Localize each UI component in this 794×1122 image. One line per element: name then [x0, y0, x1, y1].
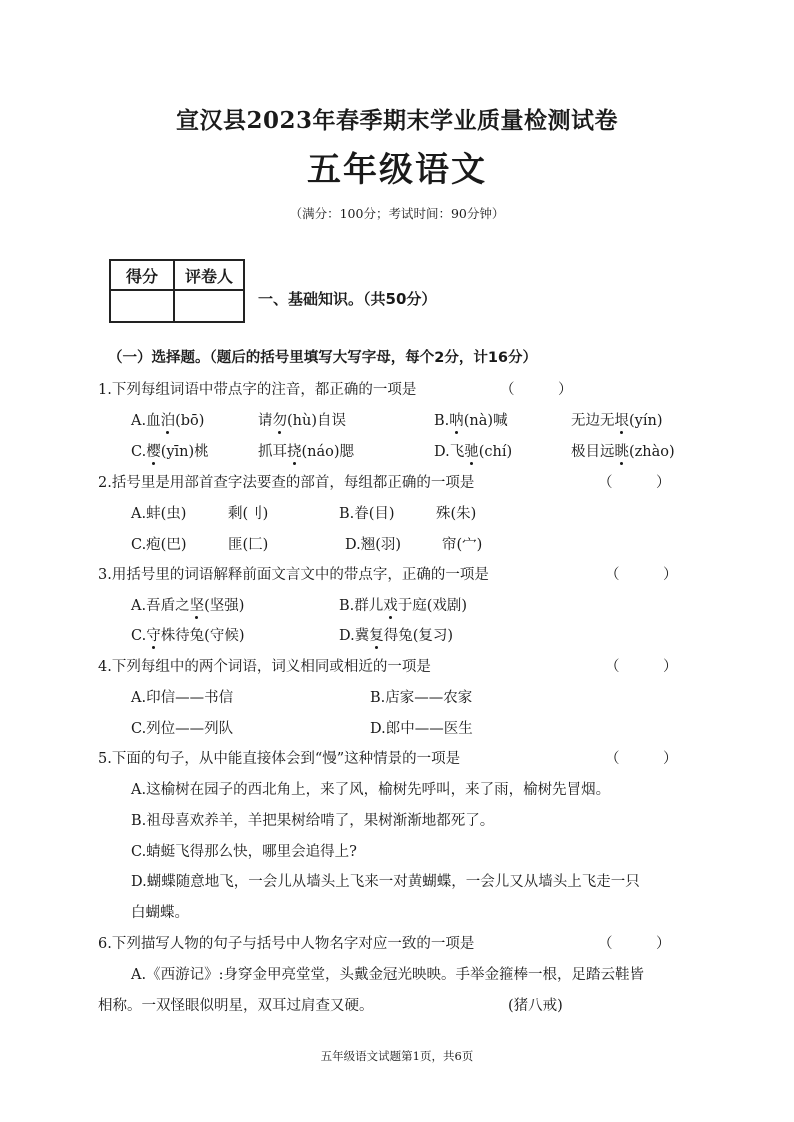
q6-stem: 6.下列描写人物的句子与括号中人物名字对应一致的一项是 — [98, 936, 475, 952]
q2-option-b2: 殊(朱) — [436, 506, 477, 522]
q1-answer-paren[interactable]: （ ） — [500, 382, 573, 398]
q4-option-d: D.郎中——医生 — [370, 721, 473, 737]
q2-option-c2: 匪(匚) — [228, 537, 269, 553]
q5-option-d-line1: D.蝴蝶随意地飞，一会儿从墙头上飞来一对黄蝴蝶，一会儿又从墙头上飞走一只 — [131, 874, 640, 890]
part-title: （一）选择题。（题后的括号里填写大写字母，每个2分，计16分） — [108, 350, 538, 366]
q1-option-d2: 极目远眺(zhào) — [571, 440, 675, 461]
q3-option-d: D.冀复得兔(复习) — [339, 624, 453, 645]
score-cell[interactable] — [110, 290, 174, 322]
q4-option-b: B.店家——农家 — [370, 690, 473, 706]
score-header: 得分 — [110, 260, 174, 290]
q5-option-d-line2: 白蝴蝶。 — [131, 905, 189, 921]
q4-option-a: A.印信——书信 — [131, 690, 234, 706]
q1-option-c1: C.樱(yīn)桃 — [131, 440, 209, 461]
q1-option-a1: A.血泊(bō) — [131, 409, 204, 430]
q3-stem: 3.用括号里的词语解释前面文言文中的带点字，正确的一项是 — [98, 567, 489, 583]
q6-option-a-name: (猪八戒) — [508, 998, 563, 1014]
q2-option-d1: D.翘(羽) — [345, 537, 402, 553]
q2-stem: 2.括号里是用部首查字法要查的部首，每组都正确的一项是 — [98, 475, 475, 491]
q2-answer-paren[interactable]: （ ） — [598, 475, 671, 491]
grader-header: 评卷人 — [174, 260, 244, 290]
q3-option-b: B.群儿戏于庭(戏剧) — [339, 594, 467, 615]
q3-answer-paren[interactable]: （ ） — [605, 567, 678, 583]
score-table — [109, 259, 245, 323]
q2-option-a1: A.蚌(虫) — [131, 506, 187, 522]
q1-option-c2: 抓耳挠(náo)腮 — [258, 440, 354, 461]
q6-answer-paren[interactable]: （ ） — [598, 936, 671, 952]
section-title: 一、基础知识。（共50分） — [258, 290, 437, 308]
q4-stem: 4.下列每组中的两个词语，词义相同或相近的一项是 — [98, 659, 431, 675]
q4-answer-paren[interactable]: （ ） — [605, 659, 678, 675]
q1-option-d1: D.飞驰(chí) — [434, 440, 512, 461]
exam-title: 宣汉县2023年春季期末学业质量检测试卷 — [175, 107, 618, 134]
subject-title: 五年级语文 — [307, 150, 487, 190]
page-footer: 五年级语文试题第1页，共6页 — [320, 1049, 474, 1063]
q2-option-a2: 剩(刂) — [228, 506, 269, 522]
q6-option-a-line1: A.《西游记》:身穿金甲亮堂堂，头戴金冠光映映。手举金箍棒一根，足踏云鞋皆 — [131, 967, 644, 983]
q2-option-c1: C.疱(巴) — [131, 537, 187, 553]
q2-option-b1: B.眷(目) — [339, 506, 395, 522]
q1-stem: 1.下列每组词语中带点字的注音，都正确的一项是 — [98, 382, 417, 398]
exam-info: （满分：100分；考试时间：90分钟） — [289, 206, 505, 221]
q2-option-d2: 帘(宀) — [442, 537, 483, 553]
q5-stem: 5.下面的句子，从中能直接体会到“慢”这种情景的一项是 — [98, 751, 461, 767]
q1-option-a2: 请勿(hù)自误 — [258, 409, 346, 430]
q5-option-b: B.祖母喜欢养羊，羊把果树给啃了，果树渐渐地都死了。 — [131, 813, 495, 829]
q1-option-b1: B.呐(nà)喊 — [434, 409, 508, 430]
q5-answer-paren[interactable]: （ ） — [605, 751, 678, 767]
grader-cell[interactable] — [174, 290, 244, 322]
q3-option-c: C.守株待兔(守候) — [131, 624, 245, 645]
q6-option-a-line2: 相称。一双怪眼似明星，双耳过肩查又硬。 — [98, 998, 374, 1014]
q1-option-b2: 无边无垠(yín) — [571, 409, 662, 430]
q4-option-c: C.列位——列队 — [131, 721, 234, 737]
q3-option-a: A.吾盾之坚(坚强) — [131, 594, 244, 615]
q5-option-c: C.蜻蜓飞得那么快，哪里会追得上? — [131, 844, 357, 860]
q5-option-a: A.这榆树在园子的西北角上，来了风，榆树先呼叫，来了雨，榆树先冒烟。 — [131, 782, 611, 798]
